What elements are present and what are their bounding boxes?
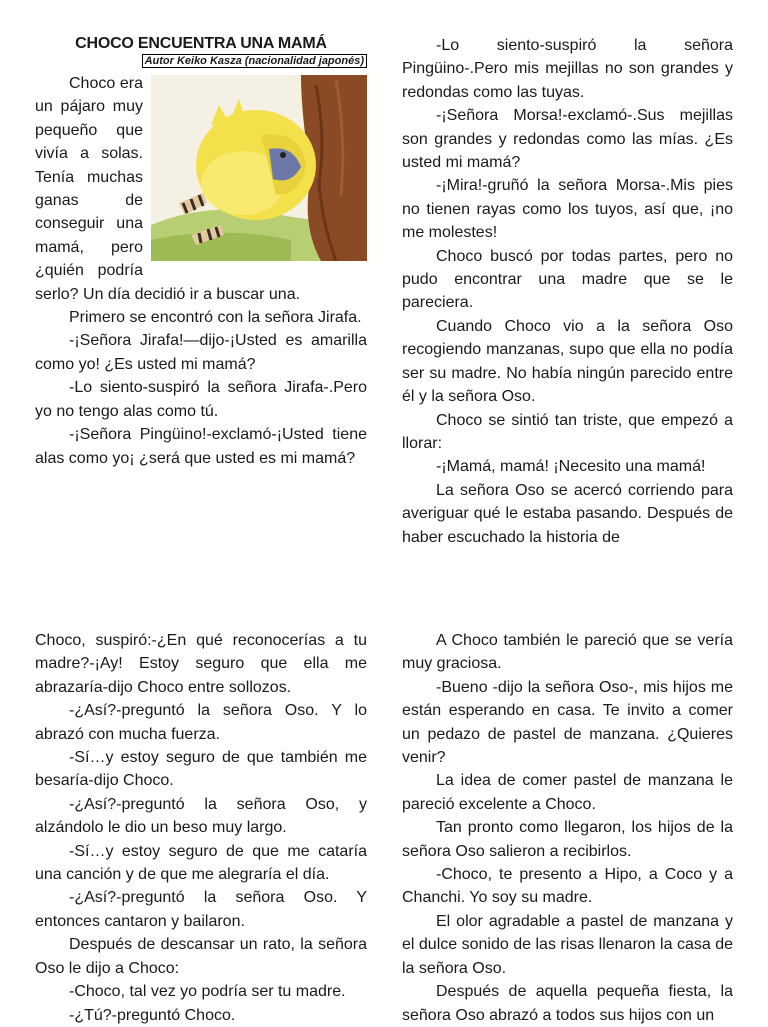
paragraph: Choco, suspiró:-¿En qué reconocerías a tu madre?-¡Ay! Estoy seguro que ella me abrazaría-dijo Choco entre sollozos.	[35, 632, 367, 696]
paragraph: -Choco, tal vez yo podría ser tu madre.	[69, 983, 346, 1001]
paragraph: -¡Mira!-gruñó la señora Morsa-.Mis pies no tienen rayas como los tuyos, así que, ¡no me molestes!	[402, 177, 733, 242]
paragraph: -¿Así?-preguntó la señora Oso. Y entonces cantaron y bailaron.	[35, 889, 367, 930]
paragraph: -¡Mamá, mamá! ¡Necesito una mamá!	[436, 458, 706, 476]
column-4	[402, 629, 733, 1027]
paragraph: -¡Señora Morsa!-exclamó-.Sus mejillas son grandes y redondas como las mías. ¿Es usted mi mamá?	[402, 107, 733, 172]
paragraph: La señora Oso se acercó corriendo para averiguar qué le estaba pasando. Después de haber escuchado la historia de	[402, 481, 733, 546]
paragraph: -Sí…y estoy seguro de que me cataría una canción y de que me alegraría el día.	[35, 842, 367, 884]
choco-bird-icon	[151, 75, 367, 261]
paragraph: Choco buscó por todas partes, pero no pudo encontrar una madre que se le pareciera.	[402, 247, 733, 312]
paragraph: -¡Señora Pingüino!-exclamó-¡Usted tiene alas como yo¡ ¿será que usted es mi mamá?	[35, 426, 367, 467]
paragraph: Cuando Choco vio a la señora Oso recogiendo manzanas, supo que ella no podía ser su madre. No había ningún parecido entre él y la señora Oso.	[402, 317, 733, 406]
story-title: CHOCO ENCUENTRA UNA MAMÁ	[75, 35, 327, 52]
paragraph: -Lo siento-suspiró la señora Pingüino-.Pero mis mejillas no son grandes y redondas como las tuyas.	[402, 37, 733, 101]
paragraph: -¿Así?-preguntó la señora Oso, y alzándolo le dio un beso muy largo.	[35, 795, 367, 837]
paragraph: A Choco también le pareció que se vería muy graciosa.	[402, 632, 733, 673]
paragraph: -Lo siento-suspiró la señora Jirafa-.Pero yo no tengo alas como tú.	[35, 379, 367, 420]
paragraph: -Bueno -dijo la señora Oso-, mis hijos me están esperando en casa. Te invito a comer un pedazo de pastel de manzana. ¿Quieres venir?	[402, 678, 733, 767]
paragraph: Después de descansar un rato, la señora Oso le dijo a Choco:	[35, 936, 367, 977]
column-2	[402, 34, 733, 549]
paragraph: -¿Tú?-preguntó Choco.	[69, 1006, 236, 1024]
column-3	[35, 629, 367, 1027]
paragraph: -Choco, te presento a Hipo, a Coco y a Chanchi. Yo soy su madre.	[402, 866, 733, 907]
paragraph: -¡Señora Jirafa!—dijo-¡Usted es amarilla como yo! ¿Es usted mi mamá?	[35, 332, 367, 373]
paragraph: La idea de comer pastel de manzana le pareció excelente a Choco.	[402, 772, 733, 813]
paragraph: Choco era un pájaro muy pequeño que vivía a solas. Tenía muchas ganas de conseguir una mamá, pero ¿quién podría serlo? Un día decidió ir a buscar una.	[35, 72, 367, 306]
author-credit: Autor Keiko Kasza (nacionalidad japonés)	[35, 54, 367, 68]
paragraph: Tan pronto como llegaron, los hijos de la señora Oso salieron a recibirlos.	[402, 819, 733, 860]
paragraph: El olor agradable a pastel de manzana y el dulce sonido de las risas llenaron la casa de la señora Oso.	[402, 912, 733, 977]
paragraph: Choco se sintió tan triste, que empezó a llorar:	[402, 411, 733, 452]
paragraph: -Sí…y estoy seguro de que también me besaría-dijo Choco.	[35, 749, 367, 790]
paragraph: Primero se encontró con la señora Jirafa.	[69, 309, 362, 327]
paragraph: -¿Así?-preguntó la señora Oso. Y lo abrazó con mucha fuerza.	[35, 702, 367, 743]
paragraph: Después de aquella pequeña fiesta, la señora Oso abrazó a todos sus hijos con un	[402, 983, 733, 1024]
column-1	[35, 34, 367, 470]
choco-bird-illustration	[151, 75, 367, 261]
